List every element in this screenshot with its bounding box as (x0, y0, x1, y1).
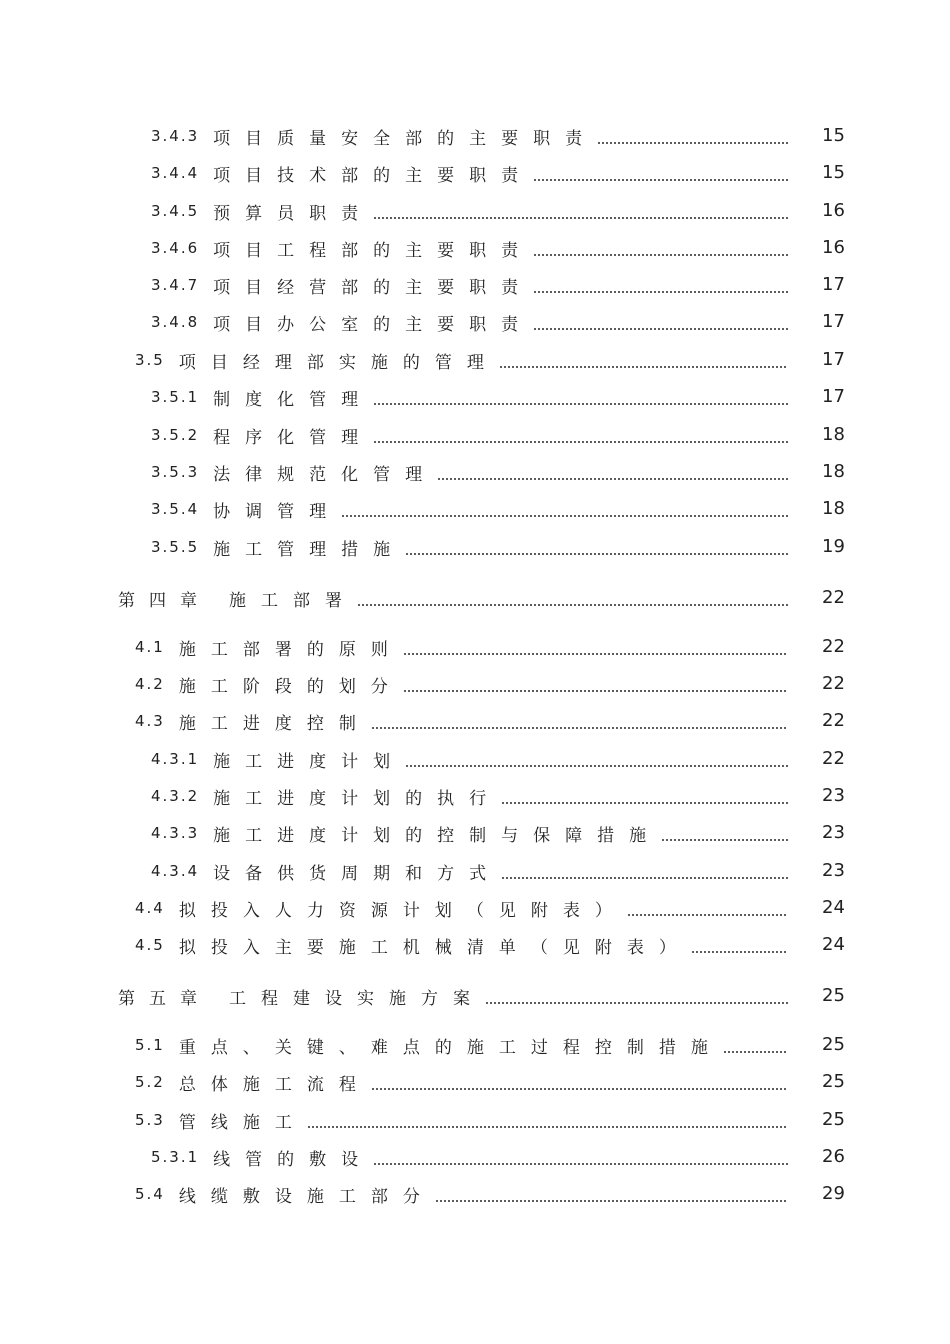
toc-entry-page-number: 24 (822, 897, 845, 918)
toc-entry-page-number: 24 (822, 934, 845, 955)
toc-entry-title: 施工阶段的划分 (178, 676, 403, 697)
toc-entry-page-number: 16 (822, 237, 845, 258)
toc-entry-title: 制度化管理 (213, 389, 374, 410)
toc-entry-title: 重点、关键、难点的施工过程控制措施 (178, 1037, 723, 1058)
toc-entry-page-number: 25 (822, 1034, 845, 1055)
toc-entry[interactable] (0, 270, 950, 300)
toc-entry-title: 法律规范化管理 (213, 464, 438, 485)
toc-dot-leader (341, 515, 788, 517)
toc-entry-number: 3.5.5 (151, 538, 200, 556)
toc-dot-leader (501, 802, 788, 804)
toc-entry-page-number: 25 (822, 985, 845, 1006)
toc-entry-number: 3.5.3 (151, 463, 200, 481)
toc-entry[interactable] (0, 856, 950, 886)
toc-entry[interactable] (0, 1179, 950, 1209)
toc-dot-leader (533, 291, 788, 293)
toc-dot-leader (597, 142, 788, 144)
toc-entry-page-number: 17 (822, 274, 845, 295)
toc-entry-number: 4.3.4 (151, 862, 200, 880)
toc-entry-number: 4.3.3 (151, 824, 200, 842)
toc-entry-number: 3.5.2 (151, 426, 200, 444)
toc-entry[interactable] (0, 307, 950, 337)
toc-entry[interactable] (0, 196, 950, 226)
toc-entry[interactable] (0, 121, 950, 151)
toc-dot-leader (405, 765, 788, 767)
toc-dot-leader (485, 1002, 788, 1004)
toc-entry[interactable] (0, 494, 950, 524)
toc-entry-title: 项目经理部实施的管理 (178, 352, 499, 373)
toc-entry-number: 3.4.6 (151, 239, 200, 257)
toc-entry[interactable] (0, 981, 950, 1011)
toc-entry[interactable] (0, 818, 950, 848)
toc-dot-leader (723, 1051, 788, 1053)
toc-dot-leader (691, 951, 788, 953)
toc-dot-leader (627, 914, 788, 916)
toc-entry-number: 3.4.7 (151, 276, 200, 294)
toc-dot-leader (371, 1088, 788, 1090)
toc-entry-page-number: 16 (822, 200, 845, 221)
toc-entry-number: 5.2 (135, 1073, 165, 1091)
toc-entry-number: 3.4.8 (151, 313, 200, 331)
toc-entry[interactable] (0, 345, 950, 375)
toc-dot-leader (405, 553, 788, 555)
toc-dot-leader (373, 403, 788, 405)
toc-dot-leader (373, 1163, 788, 1165)
toc-entry-page-number: 18 (822, 424, 845, 445)
toc-entry-number: 5.4 (135, 1185, 165, 1203)
toc-entry[interactable] (0, 233, 950, 263)
toc-entry-number: 3.4.4 (151, 164, 200, 182)
toc-dot-leader (373, 217, 788, 219)
toc-entry-page-number: 17 (822, 311, 845, 332)
toc-entry-number: 5.3 (135, 1111, 165, 1129)
toc-entry-number: 3.5.4 (151, 500, 200, 518)
toc-entry-number: 3.5 (135, 351, 165, 369)
toc-entry-title: 施工进度计划 (213, 751, 406, 772)
toc-entry-title: 线缆敷设施工部分 (178, 1186, 435, 1207)
toc-entry-page-number: 17 (822, 349, 845, 370)
toc-entry[interactable] (0, 632, 950, 662)
toc-entry-number: 5.1 (135, 1036, 165, 1054)
toc-dot-leader (371, 727, 788, 729)
toc-entry[interactable] (0, 1105, 950, 1135)
toc-entry-title: 拟投入人力资源计划（见附表） (178, 900, 627, 921)
toc-entry-title: 管线施工 (178, 1112, 307, 1133)
toc-entry-page-number: 15 (822, 125, 845, 146)
toc-entry-page-number: 29 (822, 1183, 845, 1204)
toc-entry-number: 4.3.1 (151, 750, 200, 768)
toc-entry[interactable] (0, 669, 950, 699)
toc-dot-leader (437, 478, 788, 480)
toc-entry-page-number: 15 (822, 162, 845, 183)
toc-entry-title: 线管的敷设 (213, 1149, 374, 1170)
toc-entry-title: 项目工程部的主要职责 (213, 240, 534, 261)
toc-entry[interactable] (0, 706, 950, 736)
toc-entry-page-number: 18 (822, 498, 845, 519)
toc-entry-title: 项目质量安全部的主要职责 (213, 128, 598, 149)
toc-entry-page-number: 25 (822, 1071, 845, 1092)
toc-dot-leader (307, 1126, 788, 1128)
toc-dot-leader (533, 254, 788, 256)
toc-entry-number: 5.3.1 (151, 1148, 200, 1166)
toc-entry-number: 3.4.5 (151, 202, 200, 220)
toc-entry[interactable] (0, 1067, 950, 1097)
toc-entry[interactable] (0, 893, 950, 923)
toc-dot-leader (501, 877, 788, 879)
toc-entry-number: 4.3 (135, 712, 165, 730)
toc-entry-number: 3.4.3 (151, 127, 200, 145)
toc-entry-number: 4.1 (135, 638, 165, 656)
toc-entry-page-number: 18 (822, 461, 845, 482)
toc-dot-leader (533, 328, 788, 330)
toc-entry-title: 施工进度计划的控制与保障措施 (213, 825, 662, 846)
toc-entry-title: 工程建设实施方案 (229, 988, 485, 1009)
toc-dot-leader (435, 1200, 788, 1202)
toc-entry-title: 预算员职责 (213, 203, 374, 224)
toc-entry-page-number: 19 (822, 536, 845, 557)
toc-dot-leader (373, 441, 788, 443)
toc-entry-page-number: 22 (822, 587, 845, 608)
toc-entry-page-number: 22 (822, 636, 845, 657)
toc-entry[interactable] (0, 382, 950, 412)
toc-entry[interactable] (0, 158, 950, 188)
toc-entry[interactable] (0, 532, 950, 562)
toc-entry-title: 施工进度控制 (178, 713, 371, 734)
toc-entry[interactable] (0, 1030, 950, 1060)
toc-entry-page-number: 26 (822, 1146, 845, 1167)
toc-dot-leader (403, 653, 788, 655)
toc-entry-number: 第四章 (118, 590, 211, 611)
toc-entry-page-number: 23 (822, 860, 845, 881)
toc-entry[interactable] (0, 1142, 950, 1172)
toc-entry-page-number: 22 (822, 748, 845, 769)
toc-entry-title: 项目技术部的主要职责 (213, 165, 534, 186)
toc-entry-title: 项目经营部的主要职责 (213, 277, 534, 298)
toc-entry-title: 总体施工流程 (178, 1074, 371, 1095)
toc-entry-title: 协调管理 (213, 501, 342, 522)
toc-entry-number: 4.3.2 (151, 787, 200, 805)
toc-entry-page-number: 23 (822, 822, 845, 843)
toc-dot-leader (499, 366, 788, 368)
toc-dot-leader (533, 179, 788, 181)
toc-entry-title: 施工部署的原则 (178, 639, 403, 660)
toc-entry-title: 拟投入主要施工机械清单（见附表） (178, 937, 691, 958)
toc-entry[interactable] (0, 457, 950, 487)
toc-entry-page-number: 25 (822, 1109, 845, 1130)
toc-entry-page-number: 22 (822, 673, 845, 694)
toc-entry-title: 设备供货周期和方式 (213, 863, 502, 884)
toc-entry[interactable] (0, 930, 950, 960)
toc-entry-title: 施工进度计划的执行 (213, 788, 502, 809)
toc-entry-title: 项目办公室的主要职责 (213, 314, 534, 335)
toc-entry[interactable] (0, 781, 950, 811)
toc-entry[interactable] (0, 744, 950, 774)
toc-entry-page-number: 22 (822, 710, 845, 731)
toc-entry-number: 4.4 (135, 899, 165, 917)
toc-entry-page-number: 23 (822, 785, 845, 806)
toc-entry-title: 程序化管理 (213, 427, 374, 448)
toc-entry[interactable] (0, 420, 950, 450)
toc-entry-number: 3.5.1 (151, 388, 200, 406)
toc-entry-number: 4.2 (135, 675, 165, 693)
toc-dot-leader (403, 690, 788, 692)
toc-dot-leader (661, 839, 788, 841)
toc-entry[interactable] (0, 583, 950, 613)
toc-dot-leader (357, 604, 788, 606)
toc-entry-number: 4.5 (135, 936, 165, 954)
toc-entry-title: 施工管理措施 (213, 539, 406, 560)
toc-entry-title: 施工部署 (229, 590, 357, 611)
toc-entry-number: 第五章 (118, 988, 211, 1009)
toc-entry-page-number: 17 (822, 386, 845, 407)
